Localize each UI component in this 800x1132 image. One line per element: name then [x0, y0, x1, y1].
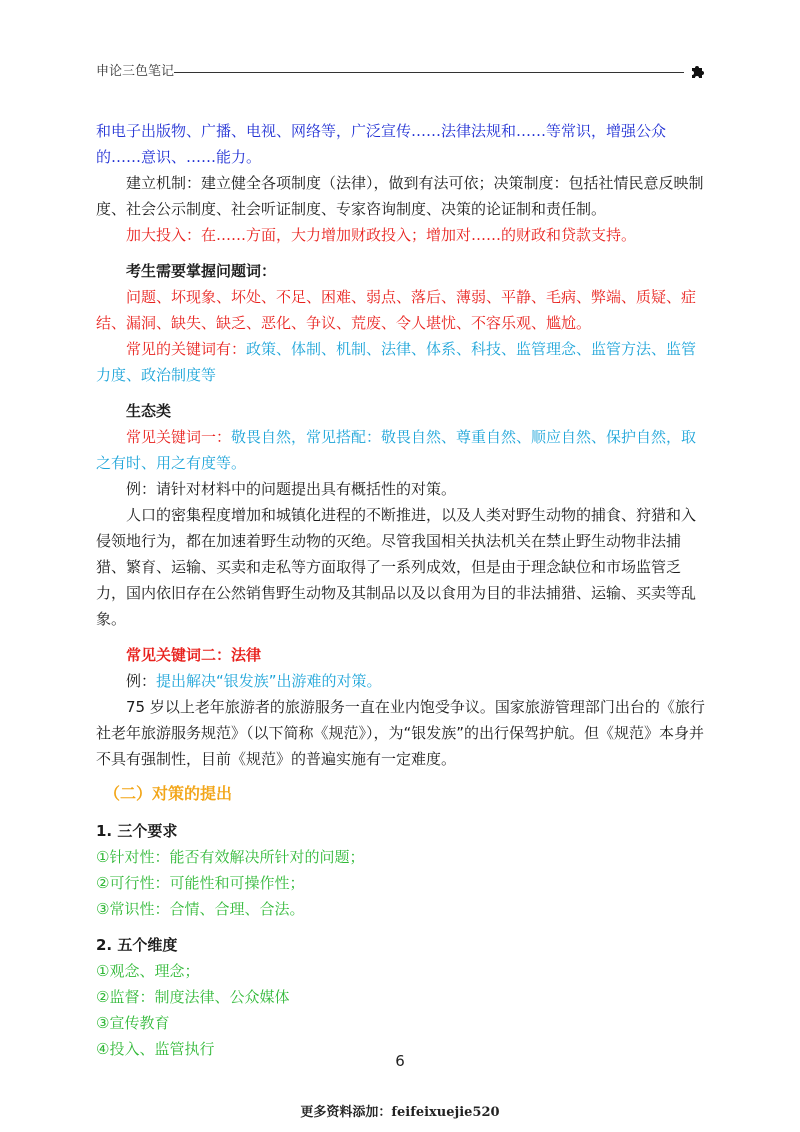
- requirement-item: ①针对性：能否有效解决所针对的问题；: [96, 848, 365, 866]
- paragraph-keyword-one: [96, 424, 706, 476]
- puzzle-icon: [688, 63, 706, 81]
- paragraph-mechanism: 建立机制：建立健全各项制度（法律），做到有法可依；决策制度：包括社情民意反映制度、社会公示制度、社会听证制度、专家咨询制度、决策的论证制和责任制。: [96, 174, 704, 218]
- requirement-item: ②可行性：可能性和可操作性；: [96, 874, 305, 892]
- heading-keyword-two: 常见关键词二：法律: [126, 646, 262, 664]
- subheading-three-requirements: 1. 三个要求: [96, 822, 178, 840]
- keyword-one-text: 敬畏自然，常见搭配：敬畏自然、尊重自然、顺应自然、保护自然，取之有时、用之有度等。: [96, 428, 697, 472]
- problem-words-list: 问题、坏现象、坏处、不足、困难、弱点、落后、薄弱、平静、毛病、弊端、质疑、症结、漏洞、缺失、缺乏、恶化、争议、荒废、令人堪忧、不容乐观、尴尬。: [96, 288, 697, 332]
- heading-problem-words: 考生需要掌握问题词：: [126, 262, 277, 280]
- page-header: [96, 63, 706, 83]
- header-title: 申论三色笔记: [96, 64, 175, 79]
- heading-ecology: 生态类: [126, 402, 172, 420]
- page-content: [96, 118, 706, 1062]
- paragraph-publicity: 和电子出版物、广播、电视、网络等，广泛宣传……法律法规和……等常识，增强公众的……意识、……能力。: [96, 122, 667, 166]
- example-prompt-1: 例：请针对材料中的问题提出具有概括性的对策。: [126, 480, 457, 498]
- example-text: 提出解决“银发族”出游难的对策。: [156, 672, 382, 690]
- paragraph-investment: 加大投入：在……方面，大力增加财政投入；增加对……的财政和贷款支持。: [126, 226, 637, 244]
- dimension-item: ①观念、理念；: [96, 962, 200, 980]
- keywords-label: 常见的关键词有：: [126, 340, 247, 358]
- keywords-text: 政策、体制、机制、法律、体系、科技、监管理念、监管方法、监管力度、政治制度等: [96, 340, 697, 384]
- page-number: 6: [395, 1052, 405, 1070]
- paragraph-wildlife: 人口的密集程度增加和城镇化进程的不断推进，以及人类对野生动物的捕食、狩猎和入侵领地行为，都在加速着野生动物的灭绝。尽管我国相关执法机关在禁止野生动物非法捕猎、繁育、运输、买卖和走私等方面取得了一系列成效，但是由于理念缺位和市场监管乏力，国内依旧存在公然销售野生动物及其制品以及以食用为目的非法捕猎、运输、买卖等乱象。: [96, 506, 697, 628]
- paragraph-elderly-tourism: 75 岁以上老年旅游者的旅游服务一直在业内饱受争议。国家旅游管理部门出台的《旅行社老年旅游服务规范》（以下简称《规范》），为“银发族”的出行保驾护航。但《规范》本身并不具有强制性，目前《规范》的普遍实施有一定难度。: [96, 698, 705, 768]
- dimension-item: ④投入、监管执行: [96, 1040, 215, 1058]
- keyword-one-label: 常见关键词一：: [126, 428, 232, 446]
- subheading-five-dimensions: 2. 五个维度: [96, 936, 178, 954]
- example-prompt-2: [96, 668, 706, 694]
- header-rule: [174, 72, 684, 73]
- dimension-item: ③宣传教育: [96, 1014, 170, 1032]
- dimension-item: ②监督：制度法律、公众媒体: [96, 988, 290, 1006]
- paragraph-keywords: [96, 336, 706, 388]
- footer-note: 更多资料添加：feifeixuejie520: [300, 1105, 500, 1120]
- section-title: （二）对策的提出: [104, 784, 233, 803]
- example-label: 例：: [126, 672, 157, 690]
- requirement-item: ③常识性：合情、合理、合法。: [96, 900, 305, 918]
